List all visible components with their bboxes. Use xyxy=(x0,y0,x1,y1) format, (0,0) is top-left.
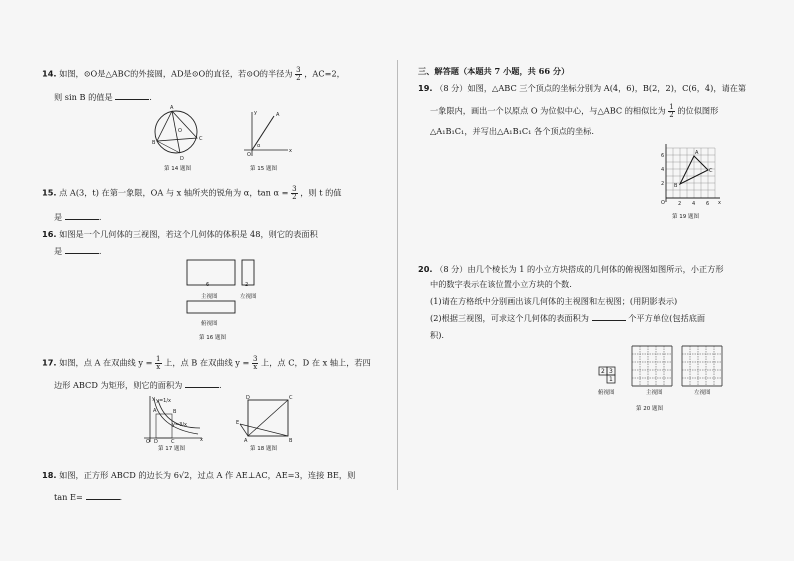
question-20-line4 xyxy=(430,313,705,324)
svg-text:x: x xyxy=(289,148,292,154)
question-15-line2 xyxy=(54,212,101,223)
section-heading: 三、解答题（本题共 7 小题，共 66 分） xyxy=(418,66,570,76)
svg-text:6: 6 xyxy=(706,201,710,207)
question-18 xyxy=(42,470,355,481)
figure-14-circle xyxy=(150,105,210,162)
figure-18-caption: 第 18 题图 xyxy=(250,446,277,452)
question-19-line2 xyxy=(430,104,718,119)
figure-20-caption: 第 20 题图 xyxy=(636,406,663,412)
fraction: $\frac{3}{2}$ xyxy=(296,66,301,82)
svg-text:O: O xyxy=(178,128,182,134)
question-text: ，则 t 的值 xyxy=(300,187,342,198)
question-17-line2 xyxy=(54,380,222,391)
svg-text:B: B xyxy=(152,140,156,146)
svg-text:A: A xyxy=(276,112,280,118)
question-text: (2)根据三视图，可求这个几何体的表面积为 xyxy=(430,313,589,323)
period: . xyxy=(149,92,152,102)
top-view-cell-count: 2 xyxy=(601,368,605,375)
question-text: 边形 ABCD 为矩形，则它的面积为 xyxy=(54,380,183,390)
front-view-label: 主视图 xyxy=(646,390,663,396)
answer-blank xyxy=(65,212,99,220)
question-20 xyxy=(418,264,724,275)
grid-paper-svg xyxy=(632,346,672,386)
period: . xyxy=(119,492,123,502)
front-view-label: 主视图 xyxy=(201,294,218,300)
question-20-line5: 积). xyxy=(430,330,444,340)
svg-text:y: y xyxy=(254,110,257,116)
svg-text:4: 4 xyxy=(661,167,665,173)
question-15 xyxy=(42,186,341,201)
svg-text:y: y xyxy=(152,396,155,402)
figure-16-caption: 第 16 题图 xyxy=(199,335,226,341)
svg-text:D: D xyxy=(180,156,184,162)
question-number: 17. xyxy=(42,357,57,368)
svg-text:O: O xyxy=(146,439,150,445)
svg-text:E: E xyxy=(236,420,240,426)
side-view-label: 左视图 xyxy=(694,390,711,396)
question-16 xyxy=(42,229,318,240)
figure-17-caption: 第 17 题图 xyxy=(158,446,185,452)
top-view-label: 俯视图 xyxy=(598,390,615,396)
question-19 xyxy=(418,83,746,94)
question-number: 14. xyxy=(42,68,57,79)
page-divider xyxy=(397,60,398,490)
question-text: 一象限内，画出一个以原点 O 为位似中心，与△ABC 的相似比为 xyxy=(430,105,666,116)
svg-text:B: B xyxy=(173,409,177,415)
svg-text:C: C xyxy=(199,136,203,142)
question-19-line3: △A₁B₁C₁，并写出△A₁B₁C₁ 各个顶点的坐标. xyxy=(430,126,594,136)
svg-text:O: O xyxy=(247,152,251,158)
svg-text:C: C xyxy=(289,395,293,401)
period: . xyxy=(98,212,102,222)
question-18-line2 xyxy=(54,492,122,503)
grid-lines xyxy=(666,148,715,198)
figure-18-square xyxy=(236,396,300,442)
question-14 xyxy=(42,67,345,82)
grid-paper-svg xyxy=(682,346,722,386)
top-view-label: 俯视图 xyxy=(201,321,218,327)
question-text: （8 分）如图，△ABC 三个顶点的坐标分别为 A(4，6)，B(2，2)，C(6，4)，请在第 xyxy=(435,83,747,93)
side-view-grid-paper[interactable] xyxy=(682,346,722,386)
svg-text:A: A xyxy=(170,105,174,111)
question-20-line3: (1)请在方格纸中分别画出该几何体的主视图和左视图；(用阴影表示) xyxy=(430,296,678,306)
figure-19-caption: 第 19 题图 xyxy=(672,214,699,220)
question-20-line2: 中的数字表示在该位置小立方块的个数. xyxy=(430,279,572,289)
answer-blank xyxy=(592,313,626,321)
answer-blank xyxy=(115,92,149,100)
svg-text:B: B xyxy=(674,183,678,189)
svg-text:C: C xyxy=(709,168,713,174)
fraction: $\frac{1}{x}$ xyxy=(156,355,161,371)
question-text: 如图，正方形 ABCD 的边长为 6√2，过点 A 作 AE⊥AC，AE=3，连接 BE，则 xyxy=(59,470,356,480)
fraction: $\frac{1}{2}$ xyxy=(669,103,674,119)
figure-14-caption: 第 14 题图 xyxy=(164,166,191,172)
top-view-cell-count: 3 xyxy=(609,368,613,375)
question-text: （8 分）由几个棱长为 1 的小立方块搭成的几何体的俯视图如图所示，小正方形 xyxy=(435,264,724,274)
svg-text:2: 2 xyxy=(678,201,682,207)
question-text: 点 A(3，t) 在第一象限，OA 与 x 轴所夹的锐角为 α，tan α = xyxy=(59,187,289,198)
svg-text:D: D xyxy=(154,439,158,445)
diagonal-ac xyxy=(248,400,288,436)
question-14-line2 xyxy=(54,92,152,103)
front-view-rect xyxy=(187,260,235,285)
svg-text:x: x xyxy=(718,200,721,206)
front-dimension: 6 xyxy=(206,282,210,288)
period: . xyxy=(218,380,222,390)
answer-blank xyxy=(65,246,99,254)
side-view-label: 左视图 xyxy=(240,294,257,300)
svg-text:D: D xyxy=(246,395,250,401)
figure-15-caption: 第 15 题图 xyxy=(250,166,277,172)
top-view-rect xyxy=(187,301,235,313)
question-text: 是 xyxy=(54,212,63,222)
question-text: 上，点 C，D 在 x 轴上，若四 xyxy=(261,357,371,368)
svg-text:y=3/x: y=3/x xyxy=(172,422,187,428)
question-text: 如图，⊙O是△ABC的外接圆，AD是⊙O的直径，若⊙O的半径为 xyxy=(59,68,293,79)
fraction: $\frac{3}{x}$ xyxy=(252,355,258,371)
svg-text:A: A xyxy=(153,408,157,414)
svg-text:C: C xyxy=(171,439,175,445)
figure-15-axes xyxy=(242,110,292,158)
question-16-line2 xyxy=(54,246,101,257)
answer-blank xyxy=(86,492,120,500)
svg-text:A: A xyxy=(695,150,699,156)
svg-text:6: 6 xyxy=(661,153,665,159)
question-number: 19. xyxy=(418,83,433,93)
svg-text:A: A xyxy=(244,438,248,444)
figure-19-grid xyxy=(656,142,726,208)
fraction: $\frac{3}{2}$ xyxy=(292,185,297,201)
side-dimension: 2 xyxy=(245,282,249,288)
top-view-cell-count: 1 xyxy=(609,376,613,383)
question-number: 16. xyxy=(42,229,57,239)
question-text: 上，点 B 在双曲线 y = xyxy=(164,357,250,368)
rectangle-abcd xyxy=(156,414,172,438)
question-text: 如图，点 A 在双曲线 y = xyxy=(59,357,153,368)
question-text: 如图是一个几何体的三视图，若这个几何体的体积是 48，则它的表面积 xyxy=(59,229,318,239)
question-text: 的位似图形 xyxy=(677,105,719,116)
figure-16-three-views xyxy=(180,258,270,308)
front-view-grid-paper[interactable] xyxy=(632,346,672,386)
svg-text:4: 4 xyxy=(692,201,696,207)
question-text: 则 sin B 的值是 xyxy=(54,92,113,102)
question-number: 20. xyxy=(418,264,433,274)
question-text: ，AC=2， xyxy=(304,68,345,79)
svg-text:O: O xyxy=(661,200,665,206)
question-text: tan E= xyxy=(54,492,83,502)
figure-17-hyperbolas xyxy=(142,394,206,445)
question-number: 18. xyxy=(42,470,57,480)
question-text: 是 xyxy=(54,246,63,256)
answer-blank xyxy=(185,380,219,388)
question-number: 15. xyxy=(42,187,57,198)
period: . xyxy=(98,246,102,256)
question-17 xyxy=(42,356,371,371)
svg-text:x: x xyxy=(200,437,203,443)
svg-text:y=1/x: y=1/x xyxy=(156,398,171,404)
ray-oa xyxy=(252,116,274,150)
question-text: 个平方单位(包括底面 xyxy=(628,313,706,323)
svg-text:α: α xyxy=(257,143,261,149)
svg-text:2: 2 xyxy=(661,181,665,187)
svg-text:B: B xyxy=(289,438,293,444)
